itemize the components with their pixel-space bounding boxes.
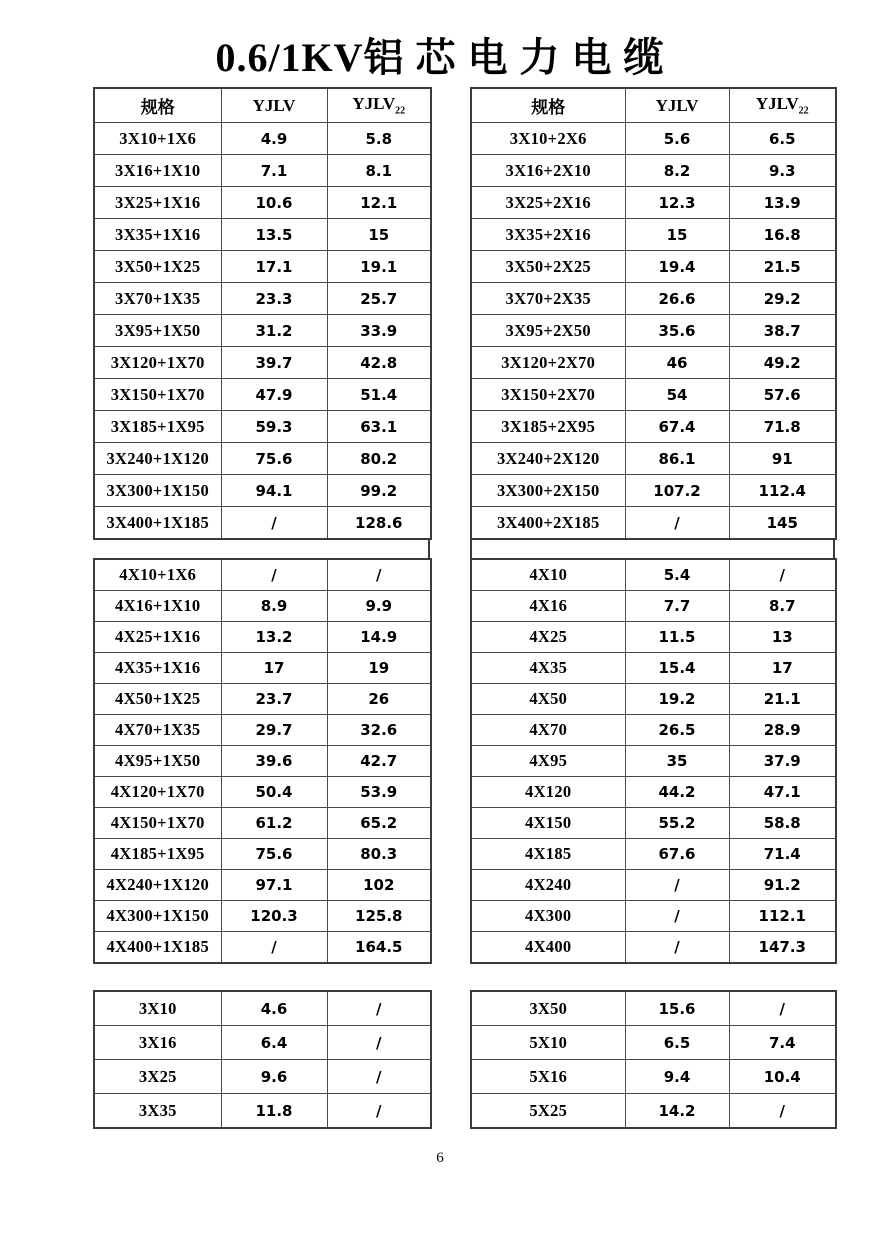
spec-cell: 3X240+2X120 (471, 443, 625, 475)
spec-cell: 4X16 (471, 591, 625, 622)
value-cell: 55.2 (625, 808, 729, 839)
table-row (471, 653, 836, 684)
value-cell: 15 (625, 219, 729, 251)
table-row (471, 187, 836, 219)
table-row (94, 559, 431, 591)
value-cell: 39.6 (221, 746, 327, 777)
value-cell: 47.1 (729, 777, 836, 808)
value-cell: 47.9 (221, 379, 327, 411)
value-cell: 112.4 (729, 475, 836, 507)
value-cell: 107.2 (625, 475, 729, 507)
value-cell: 9.6 (221, 1060, 327, 1094)
table-row (471, 411, 836, 443)
table-row (471, 622, 836, 653)
value-cell: / (327, 1026, 431, 1060)
table-row (94, 283, 431, 315)
table-row (94, 684, 431, 715)
table-row (94, 1026, 431, 1060)
value-cell: 91.2 (729, 870, 836, 901)
value-cell: 61.2 (221, 808, 327, 839)
table-row (94, 715, 431, 746)
value-cell: 120.3 (221, 901, 327, 932)
value-cell: 33.9 (327, 315, 431, 347)
value-cell: 46 (625, 347, 729, 379)
spec-cell: 3X240+1X120 (94, 443, 221, 475)
value-cell: 13.9 (729, 187, 836, 219)
table-row (94, 1094, 431, 1129)
value-cell: / (625, 932, 729, 964)
spec-cell: 4X25+1X16 (94, 622, 221, 653)
spec-cell: 3X35+2X16 (471, 219, 625, 251)
spec-cell: 3X16+2X10 (471, 155, 625, 187)
spec-cell: 4X300+1X150 (94, 901, 221, 932)
value-cell: 19.2 (625, 684, 729, 715)
value-cell: 32.6 (327, 715, 431, 746)
table-row (94, 507, 431, 540)
header-row (471, 88, 836, 123)
value-cell: 19 (327, 653, 431, 684)
cable-table-right-middle (470, 558, 837, 964)
value-cell: / (625, 901, 729, 932)
table-row (94, 622, 431, 653)
value-cell: 44.2 (625, 777, 729, 808)
page-title: 0.6/1KV铝 芯 电 力 电 缆 (215, 35, 665, 80)
value-cell: / (221, 932, 327, 964)
spec-cell: 5X25 (471, 1094, 625, 1129)
table-row (94, 746, 431, 777)
table-gap (93, 964, 430, 990)
value-cell: 4.6 (221, 991, 327, 1026)
value-cell: 19.1 (327, 251, 431, 283)
table-row (94, 901, 431, 932)
value-cell: 99.2 (327, 475, 431, 507)
value-cell: 14.9 (327, 622, 431, 653)
value-cell: 128.6 (327, 507, 431, 540)
value-cell: / (221, 559, 327, 591)
spec-cell: 3X150+1X70 (94, 379, 221, 411)
table-row (94, 315, 431, 347)
spec-cell: 3X300+1X150 (94, 475, 221, 507)
spec-cell: 3X25 (94, 1060, 221, 1094)
spec-cell: 4X10+1X6 (94, 559, 221, 591)
value-cell: 16.8 (729, 219, 836, 251)
spec-cell: 4X300 (471, 901, 625, 932)
spec-cell: 4X120 (471, 777, 625, 808)
value-cell: 8.1 (327, 155, 431, 187)
cable-table-left-top (93, 87, 432, 540)
yjlv22-header: $YJLV_{22}$ (327, 88, 431, 123)
value-cell: 67.4 (625, 411, 729, 443)
value-cell: 91 (729, 443, 836, 475)
table-row (94, 653, 431, 684)
table-row (94, 219, 431, 251)
value-cell: 38.7 (729, 315, 836, 347)
table-row (94, 1060, 431, 1094)
border-continuation-line (833, 539, 835, 559)
table-row (471, 901, 836, 932)
spec-cell: 5X16 (471, 1060, 625, 1094)
value-cell: 17.1 (221, 251, 327, 283)
value-cell: 37.9 (729, 746, 836, 777)
value-cell: 59.3 (221, 411, 327, 443)
table-row (94, 475, 431, 507)
table-row (471, 123, 836, 155)
spec-cell: 3X70+2X35 (471, 283, 625, 315)
cable-table-right-bottom (470, 990, 837, 1129)
value-cell: 23.7 (221, 684, 327, 715)
value-cell: 97.1 (221, 870, 327, 901)
value-cell: 6.4 (221, 1026, 327, 1060)
yjlv-header: YJLV (221, 88, 327, 123)
value-cell: 19.4 (625, 251, 729, 283)
value-cell: 13.5 (221, 219, 327, 251)
value-cell: 75.6 (221, 839, 327, 870)
spec-cell: 3X25+1X16 (94, 187, 221, 219)
value-cell: 28.9 (729, 715, 836, 746)
table-row (471, 777, 836, 808)
table-row (471, 991, 836, 1026)
spec-cell: 4X185 (471, 839, 625, 870)
value-cell: 10.4 (729, 1060, 836, 1094)
value-cell: 112.1 (729, 901, 836, 932)
table-row (94, 870, 431, 901)
value-cell: 125.8 (327, 901, 431, 932)
table-row (471, 715, 836, 746)
value-cell: 71.4 (729, 839, 836, 870)
spec-cell: 3X10 (94, 991, 221, 1026)
value-cell: 26.5 (625, 715, 729, 746)
value-cell: 12.3 (625, 187, 729, 219)
table-row (94, 808, 431, 839)
spec-cell: 4X240+1X120 (94, 870, 221, 901)
table-row (471, 808, 836, 839)
value-cell: 29.2 (729, 283, 836, 315)
table-row (94, 932, 431, 964)
spec-cell: 4X95 (471, 746, 625, 777)
table-row (471, 1094, 836, 1129)
value-cell: 42.8 (327, 347, 431, 379)
value-cell: 12.1 (327, 187, 431, 219)
right-table-column (470, 87, 835, 1129)
value-cell: / (327, 1060, 431, 1094)
value-cell: 15.4 (625, 653, 729, 684)
spec-cell: 3X16 (94, 1026, 221, 1060)
table-row (471, 379, 836, 411)
table-row (94, 443, 431, 475)
value-cell: 31.2 (221, 315, 327, 347)
spec-cell: 4X70 (471, 715, 625, 746)
header-row (94, 88, 431, 123)
table-row (471, 839, 836, 870)
value-cell: 147.3 (729, 932, 836, 964)
value-cell: 14.2 (625, 1094, 729, 1129)
table-row (471, 155, 836, 187)
table-row (94, 379, 431, 411)
spec-cell: 4X10 (471, 559, 625, 591)
value-cell: 94.1 (221, 475, 327, 507)
value-cell: / (221, 507, 327, 540)
spec-cell: 3X400+2X185 (471, 507, 625, 540)
spec-cell: 3X120+1X70 (94, 347, 221, 379)
value-cell: 9.9 (327, 591, 431, 622)
table-gap (470, 540, 835, 558)
table-row (94, 251, 431, 283)
spec-cell: 3X10+2X6 (471, 123, 625, 155)
value-cell: 49.2 (729, 347, 836, 379)
spec-cell: 3X10+1X6 (94, 123, 221, 155)
table-row (94, 187, 431, 219)
value-cell: / (327, 559, 431, 591)
spec-cell: 4X70+1X35 (94, 715, 221, 746)
spec-cell: 3X400+1X185 (94, 507, 221, 540)
value-cell: 80.3 (327, 839, 431, 870)
value-cell: 6.5 (625, 1026, 729, 1060)
spec-cell: 3X25+2X16 (471, 187, 625, 219)
value-cell: / (327, 991, 431, 1026)
table-row (471, 283, 836, 315)
spec-cell: 3X300+2X150 (471, 475, 625, 507)
table-row (94, 123, 431, 155)
value-cell: 53.9 (327, 777, 431, 808)
spec-cell: 4X185+1X95 (94, 839, 221, 870)
value-cell: 75.6 (221, 443, 327, 475)
value-cell: 21.5 (729, 251, 836, 283)
value-cell: 9.4 (625, 1060, 729, 1094)
spec-cell: 3X185+2X95 (471, 411, 625, 443)
spec-cell: 3X50+2X25 (471, 251, 625, 283)
spec-cell: 4X400+1X185 (94, 932, 221, 964)
table-row (471, 559, 836, 591)
value-cell: 10.6 (221, 187, 327, 219)
spec-cell: 3X150+2X70 (471, 379, 625, 411)
value-cell: 67.6 (625, 839, 729, 870)
value-cell: 8.9 (221, 591, 327, 622)
value-cell: / (729, 559, 836, 591)
spec-cell: 3X35 (94, 1094, 221, 1129)
value-cell: 86.1 (625, 443, 729, 475)
value-cell: / (327, 1094, 431, 1129)
spec-cell: 3X120+2X70 (471, 347, 625, 379)
spec-cell: 3X70+1X35 (94, 283, 221, 315)
value-cell: 102 (327, 870, 431, 901)
value-cell: 6.5 (729, 123, 836, 155)
table-row (471, 870, 836, 901)
spec-cell: 4X95+1X50 (94, 746, 221, 777)
table-row (94, 591, 431, 622)
value-cell: 17 (729, 653, 836, 684)
spec-cell: 4X400 (471, 932, 625, 964)
spec-cell: 3X95+1X50 (94, 315, 221, 347)
value-cell: 50.4 (221, 777, 327, 808)
value-cell: 17 (221, 653, 327, 684)
value-cell: / (729, 991, 836, 1026)
value-cell: 145 (729, 507, 836, 540)
table-row (471, 475, 836, 507)
spec-cell: 5X10 (471, 1026, 625, 1060)
spec-cell: 3X16+1X10 (94, 155, 221, 187)
value-cell: 35 (625, 746, 729, 777)
value-cell: 15 (327, 219, 431, 251)
table-row (471, 443, 836, 475)
table-row (471, 347, 836, 379)
value-cell: 35.6 (625, 315, 729, 347)
spec-cell: 3X50 (471, 991, 625, 1026)
table-row (471, 591, 836, 622)
value-cell: 25.7 (327, 283, 431, 315)
spec-cell: 4X150 (471, 808, 625, 839)
value-cell: 5.4 (625, 559, 729, 591)
table-row (94, 347, 431, 379)
spec-cell: 3X95+2X50 (471, 315, 625, 347)
value-cell: 39.7 (221, 347, 327, 379)
value-cell: / (625, 870, 729, 901)
spec-cell: 4X35 (471, 653, 625, 684)
spec-cell: 4X240 (471, 870, 625, 901)
value-cell: 80.2 (327, 443, 431, 475)
value-cell: 4.9 (221, 123, 327, 155)
value-cell: 7.4 (729, 1026, 836, 1060)
value-cell: 8.7 (729, 591, 836, 622)
value-cell: / (729, 1094, 836, 1129)
table-row (94, 777, 431, 808)
value-cell: 21.1 (729, 684, 836, 715)
table-row (471, 251, 836, 283)
value-cell: 8.2 (625, 155, 729, 187)
yjlv22-header: $YJLV_{22}$ (729, 88, 836, 123)
page-number: 6 (436, 1150, 444, 1166)
spec-cell: 4X35+1X16 (94, 653, 221, 684)
table-row (471, 684, 836, 715)
table-row (94, 839, 431, 870)
spec-cell: 4X50+1X25 (94, 684, 221, 715)
value-cell: 63.1 (327, 411, 431, 443)
value-cell: 7.7 (625, 591, 729, 622)
table-gap (93, 540, 430, 558)
cable-table-right-top (470, 87, 837, 540)
value-cell: 11.8 (221, 1094, 327, 1129)
table-gap (470, 964, 835, 990)
value-cell: / (625, 507, 729, 540)
value-cell: 15.6 (625, 991, 729, 1026)
spec-cell: 3X185+1X95 (94, 411, 221, 443)
table-row (94, 411, 431, 443)
value-cell: 164.5 (327, 932, 431, 964)
value-cell: 11.5 (625, 622, 729, 653)
spec-cell: 3X50+1X25 (94, 251, 221, 283)
value-cell: 71.8 (729, 411, 836, 443)
value-cell: 13 (729, 622, 836, 653)
border-continuation-line (470, 539, 472, 559)
value-cell: 58.8 (729, 808, 836, 839)
table-row (471, 746, 836, 777)
value-cell: 23.3 (221, 283, 327, 315)
table-row (471, 507, 836, 540)
border-continuation-line (428, 539, 430, 559)
value-cell: 13.2 (221, 622, 327, 653)
table-row (94, 991, 431, 1026)
value-cell: 57.6 (729, 379, 836, 411)
table-row (471, 932, 836, 964)
value-cell: 51.4 (327, 379, 431, 411)
value-cell: 42.7 (327, 746, 431, 777)
value-cell: 26 (327, 684, 431, 715)
value-cell: 54 (625, 379, 729, 411)
table-row (471, 1026, 836, 1060)
spec-cell: 3X35+1X16 (94, 219, 221, 251)
spec-cell: 4X50 (471, 684, 625, 715)
spec-header: 规格 (471, 88, 625, 123)
table-row (471, 1060, 836, 1094)
spec-cell: 4X120+1X70 (94, 777, 221, 808)
spec-cell: 4X150+1X70 (94, 808, 221, 839)
table-row (94, 155, 431, 187)
spec-cell: 4X16+1X10 (94, 591, 221, 622)
cable-table-left-bottom (93, 990, 432, 1129)
value-cell: 5.8 (327, 123, 431, 155)
table-row (471, 219, 836, 251)
cable-table-left-middle (93, 558, 432, 964)
table-row (471, 315, 836, 347)
value-cell: 29.7 (221, 715, 327, 746)
spec-header: 规格 (94, 88, 221, 123)
value-cell: 5.6 (625, 123, 729, 155)
spec-cell: 4X25 (471, 622, 625, 653)
value-cell: 65.2 (327, 808, 431, 839)
value-cell: 26.6 (625, 283, 729, 315)
left-table-column (93, 87, 430, 1129)
value-cell: 9.3 (729, 155, 836, 187)
yjlv-header: YJLV (625, 88, 729, 123)
value-cell: 7.1 (221, 155, 327, 187)
